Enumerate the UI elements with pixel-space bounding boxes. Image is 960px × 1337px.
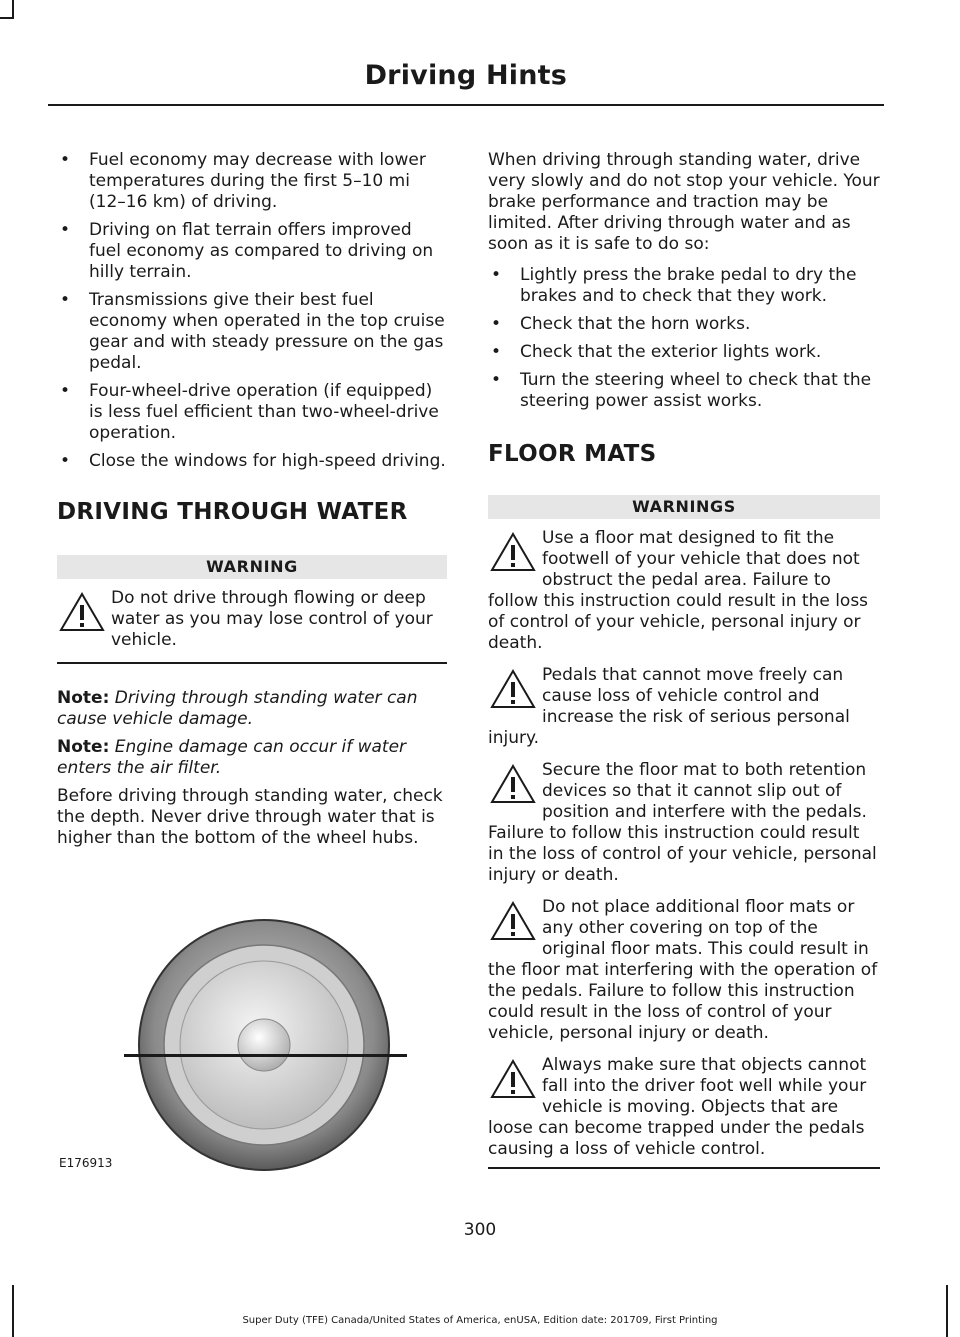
warning-triangle-icon	[488, 762, 538, 806]
note-text: Engine damage can occur if water enters the air filter.	[57, 737, 407, 778]
body-paragraph: When driving through standing water, drive very slowly and do not stop your vehicle. Your brake performance and traction may be limited. After driving through water and as soon as it is safe to do so:	[488, 150, 880, 254]
page-header-title: Driving Hints	[364, 60, 567, 91]
figure-id: E176913	[59, 1156, 113, 1170]
footer-edition-info: Super Duty (TFE) Canada/United States of America, enUSA, Edition date: 201709, First Printing	[242, 1315, 718, 1326]
warning-divider	[488, 1167, 880, 1169]
note-text: Driving through standing water can cause vehicle damage.	[57, 688, 418, 729]
warning-block	[57, 588, 447, 651]
warning-triangle-icon	[488, 530, 538, 574]
list-item: • Driving on flat terrain offers improved fuel economy as compared to driving on hilly terrain.	[57, 220, 447, 283]
list-item: • Check that the horn works.	[488, 314, 880, 335]
warning-triangle-icon	[57, 590, 107, 634]
note	[57, 688, 447, 730]
warning-label: WARNING	[57, 555, 447, 579]
fuel-economy-list	[57, 150, 447, 472]
header-divider	[48, 104, 884, 106]
note	[57, 737, 447, 779]
left-column	[57, 150, 447, 856]
warning-text: Always make sure that objects cannot fall into the driver foot well while your vehicle is moving. Objects that are loose can become trapped under the pedals causing a loss of vehicle control.	[488, 1055, 867, 1159]
list-item: • Fuel economy may decrease with lower temperatures during the first 5–10 mi (12–16 km) of driving.	[57, 150, 447, 213]
warning-triangle-icon	[488, 667, 538, 711]
note-label: Note:	[57, 737, 110, 757]
wheel-water-depth-figure	[57, 895, 447, 1180]
section-heading-floor-mats: FLOOR MATS	[488, 441, 657, 467]
list-item: • Lightly press the brake pedal to dry the brakes and to check that they work.	[488, 265, 880, 307]
warning-block	[488, 1055, 880, 1160]
warnings-label: WARNINGS	[488, 495, 880, 519]
crop-mark	[0, 17, 14, 19]
list-item: • Transmissions give their best fuel economy when operated in the top cruise gear and with steady pressure on the gas pedal.	[57, 290, 447, 374]
page-number: 300	[463, 1220, 497, 1240]
section-heading-driving-through-water: DRIVING THROUGH WATER	[57, 499, 408, 525]
wheel-illustration	[57, 895, 447, 1180]
list-item: • Turn the steering wheel to check that the steering power assist works.	[488, 370, 880, 412]
warning-block	[488, 665, 880, 749]
right-column	[488, 150, 880, 1169]
warning-text: Secure the floor mat to both retention devices so that it cannot slip out of position and interfere with the pedals. Failure to follow this instruction could result in the loss of control of your vehicle, personal injury or death.	[488, 760, 877, 885]
warning-text: Use a floor mat designed to fit the footwell of your vehicle that does not obstruct the pedal area. Failure to follow this instruction could result in the loss of control of your vehicle, personal injury or death.	[488, 528, 869, 653]
list-item: • Close the windows for high-speed driving.	[57, 451, 447, 472]
warning-block	[488, 760, 880, 886]
crop-mark	[12, 1285, 14, 1337]
warning-block	[488, 528, 880, 654]
list-item: • Check that the exterior lights work.	[488, 342, 880, 363]
warning-triangle-icon	[488, 899, 538, 943]
warning-text: Pedals that cannot move freely can cause loss of vehicle control and increase the risk of serious personal injury.	[488, 665, 850, 748]
body-paragraph: Before driving through standing water, check the depth. Never drive through water that is higher than the bottom of the wheel hubs.	[57, 786, 443, 848]
after-water-checklist	[488, 265, 880, 412]
warning-text: Do not place additional floor mats or any other covering on top of the original floor mats. This could result in the floor mat interfering with the operation of the pedals. Failure to follow this instruction could result in the loss of control of your vehicle, personal injury or death.	[488, 897, 878, 1043]
warning-block	[488, 897, 880, 1044]
warning-triangle-icon	[488, 1057, 538, 1101]
crop-mark	[946, 1285, 948, 1337]
list-item: • Four-wheel-drive operation (if equipped) is less fuel efficient than two-wheel-drive operation.	[57, 381, 447, 444]
crop-mark	[12, 0, 14, 18]
note-label: Note:	[57, 688, 110, 708]
warning-text: Do not drive through flowing or deep water as you may lose control of your vehicle.	[111, 588, 433, 650]
warning-divider	[57, 662, 447, 664]
